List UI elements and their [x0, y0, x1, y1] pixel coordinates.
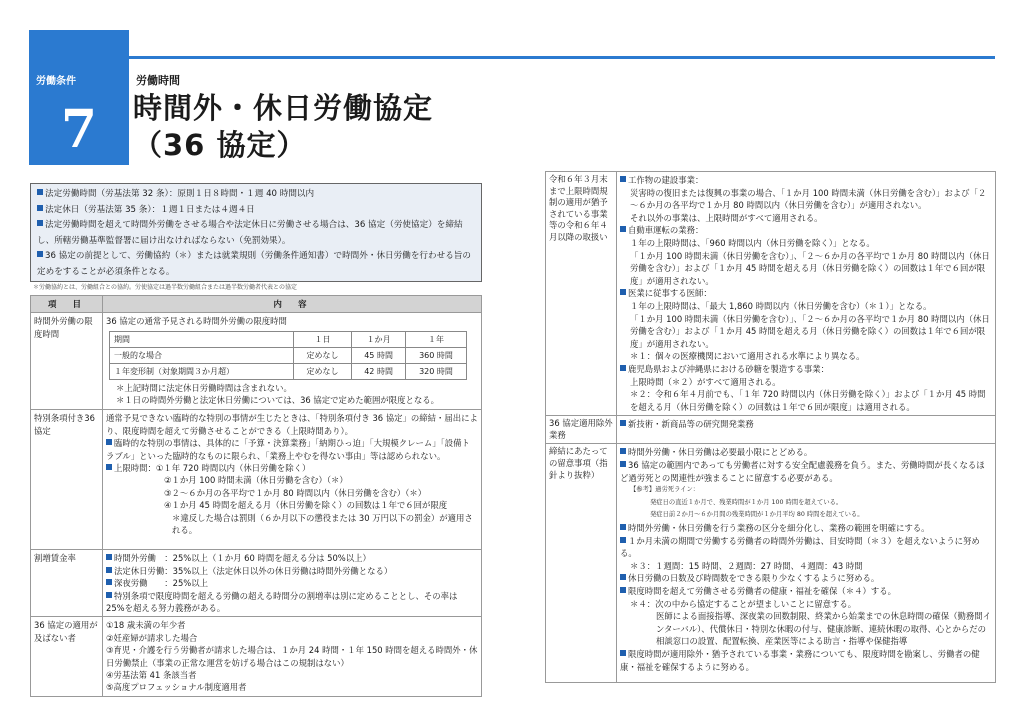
row-content: 新技術・新商品等の研究開発業務 — [617, 416, 996, 444]
summary-item: 法定労働時間を超えて時間外労働をさせる場合や法定休日に労働させる場合は、36 協定（労使協定）を締結し、所轄労働基準監督署に届け出なければならない（免罰効果）。 — [37, 220, 463, 246]
footnote: ＊労働協約とは、労働組合との協約。労使協定は過半数労働組合または過半数労働者代表との協定 — [33, 284, 298, 291]
row-label: 締結にあたっての留意事項（指針より抜粋） — [546, 444, 617, 683]
summary-item: 法定労働時間（労基法第 32 条）：原則１日８時間・１週 40 時間以内 — [37, 187, 475, 203]
column-header-content: 内 容 — [103, 296, 482, 313]
column-header-item: 項 目 — [31, 296, 103, 313]
left-table — [30, 295, 482, 697]
summary-box — [30, 183, 482, 282]
row-label: 割増賃金率 — [31, 550, 103, 617]
page-title — [133, 90, 433, 164]
summary-item: 法定休日（労基法第 35 条）：１週１日または４週４日 — [37, 203, 475, 219]
limit-hours-table: 期間 １日 １か月 １年 一般的な場合 定めなし 45 時間 360 時間 １年変形制（対象期間３か月超） 定めなし 42 時間 320 時間 — [109, 331, 467, 380]
right-table — [545, 171, 996, 683]
row-content: 36 協定の通常予見される時間外労働の限度時間 期間 １日 １か月 １年 一般的な場合 定めなし 45 時間 360 時間 １年変形制（対象期間３か月超） 定めなし 42 時間 320 時間 ＊上記時間に法定休日労働時間は含まれない。 ＊１日の時間外労働と法定休日労働については、36 協定で定めた範囲が限度となる。 — [103, 313, 482, 410]
header-rule — [129, 56, 995, 59]
title-line-2: （36 協定） — [133, 128, 307, 162]
row-label: 36 協定適用除外業務 — [546, 416, 617, 444]
row-label: 時間外労働の限度時間 — [31, 313, 103, 410]
page-subtitle: 労働時間 — [136, 74, 180, 87]
row-content: ①18 歳未満の年少者 ②妊産婦が請求した場合 ③育児・介護を行う労働者が請求した場合は、１か月 24 時間・１年 150 時間を超える時間外・休日労働禁止（事業の正常な運営を妨げる場合はこの規制はない） ④労基法第 41 条該当者 ⑤高度プロフェッショナル制度適用者 — [103, 617, 482, 696]
title-line-1: 時間外・休日労働協定 — [133, 91, 434, 125]
row-content: 時間外労働・休日労働は必要最小限にとどめる。 36 協定の範囲内であっても労働者に対する安全配慮義務を負う。また、労働時間が長くなるほど過労死との関連性が強まることに留意する必要がある。 【参考】過労死ライン： 発症日の直近１か月で、残業時間が１か月 100 時間を超えている。 発症日前２か月～６か月間の残業時間が１か月平均 80 時間を超えている。 時間外労働・休日労働を行う業務の区分を細分化し、業務の範囲を明確にする。 １か月未満の期間で労働する労働者の時間外労働は、目安時間（＊３）を超えないように努める。 ＊３：１週間：15 時間、２週間：27 時間、４週間：43 時間 休日労働の日数及び時間数をできる限り少なくするように努める。 限度時間を超えて労働させる労働者の健康・福祉を確保（＊４）する。 ＊４：次の中から協定することが望ましいことに留意する。 医師による面接指導、深夜業の回数制限、終業から始業までの休息時間の確保（勤務間インターバル）、代償休日・特別な休暇の付与、健康診断、連続休暇の取得、心とからだの相談窓口の設置、配置転換、産業医等による助言・指導や保健指導 限度時間が適用除外・猶予されている事業・業務についても、限度時間を勘案し、労働者の健康・福祉を確保するように努める。 — [617, 444, 996, 683]
row-content: 通常予見できない臨時的な特別の事情が生じたときは、「特別条項付き 36 協定」の締結・届出により、限度時間を超えて労働させることができる（上限時間あり）。 臨時的な特別の事情は、具体的に「予算・決算業務」「納期ひっ迫」「大規模クレーム」「設備トラブル」といった臨時的なものに限られ、「業務上やむを得ない事由」等は認められない。 上限時間：①１年 720 時間以内（休日労働を除く） ②１か月 100 時間未満（休日労働を含む）（＊） ③２～６か月の各平均で１か月 80 時間以内（休日労働を含む）（＊） ④１か月 45 時間を超える月（休日労働を除く）の回数は１年で６回が限度 ＊違反した場合は罰則（６か月以下の懲役または 30 万円以下の罰金）が適用される。 — [103, 410, 482, 550]
row-content: 工作物の建設事業： 災害時の復旧または復興の事業の場合、「１か月 100 時間未満（休日労働を含む）」および「２～６か月の各平均で１か月 80 時間以内（休日労働を含む）」が適用されない。 それ以外の事業は、上限時間がすべて適用される。 自動車運転の業務： １年の上限時間は、「960 時間以内（休日労働を除く）」となる。 「１か月 100 時間未満（休日労働を含む）」、「２～６か月の各平均で１か月 80 時間以内（休日労働を含む）」および「１か月 45 時間を超える月（休日労働を除く）の回数は１年で６回が限度」が適用されない。 医業に従事する医師： １年の上限時間は、「最大 1,860 時間以内（休日労働を含む）（＊１）」となる。 「１か月 100 時間未満（休日労働を含む）」、「２～６か月の各平均で１か月 80 時間以内（休日労働を含む）」および「１か月 45 時間を超える月（休日労働を除く）の回数は１年で６回が限度」が適用されない。 ＊１：個々の医療機関において適用される水準により異なる。 鹿児島県および沖縄県における砂糖を製造する事業： 上限時間（＊２）がすべて適用される。 ＊２：令和６年４月前でも、「１年 720 時間以内（休日労働を除く）」および「１か月 45 時間を超える月（休日労働を除く）の回数は１年で６回が限度」は適用される。 — [617, 172, 996, 416]
chapter-badge — [29, 30, 129, 165]
row-label: 特別条項付き36 協定 — [31, 410, 103, 550]
chapter-number: 7 — [60, 99, 98, 160]
badge-label: 労働条件 — [36, 76, 76, 87]
row-label: 36 協定の適用が及ばない者 — [31, 617, 103, 696]
row-label: 令和６年３月末まで上限時間規制の適用が猶予されている事業等の令和６年４月以降の取扱い — [546, 172, 617, 416]
row-content: 時間外労働 ：25%以上（１か月 60 時間を超える分は 50%以上） 法定休日労働：35%以上（法定休日以外の休日労働は時間外労働となる） 深夜労働 ：25%以上 特別条項で限度時間を超える労働の超える時間分の割増率は別に定めることとし、その率は 25%を超える努力義務がある。 — [103, 550, 482, 617]
summary-item: 36 協定の前提として、労働協約（＊）または就業規則（労働条件通知書）で時間外・休日労働を行わせる旨の定めをすることが必須条件となる。 — [37, 251, 471, 277]
